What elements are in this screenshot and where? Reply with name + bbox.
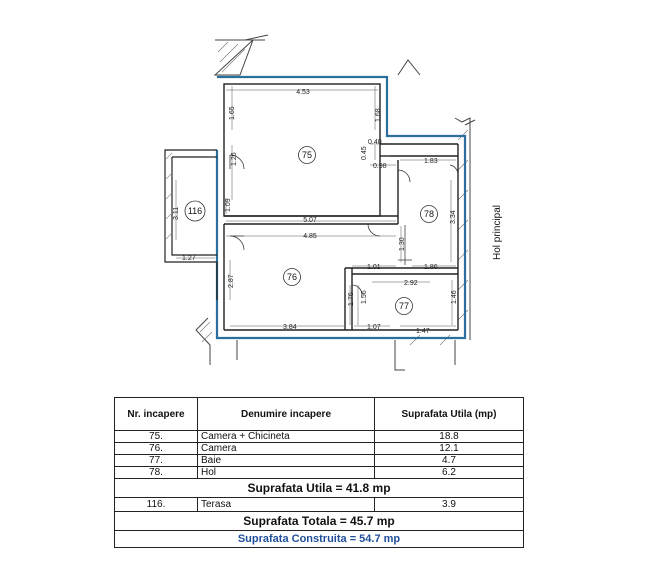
- cell-name: Camera: [198, 443, 375, 455]
- dim-186: 1.86: [424, 264, 438, 271]
- room-77-label: [396, 298, 413, 315]
- dim-292: 2.92: [404, 280, 418, 287]
- interior-walls: [224, 84, 458, 330]
- cell-nr: 75.: [115, 431, 198, 443]
- dim-130: 1.30: [399, 237, 406, 251]
- cell-name: Camera + Chicineta: [198, 431, 375, 443]
- dim-384: 3.84: [283, 324, 297, 331]
- cell-nr: 77.: [115, 455, 198, 467]
- cell-area: 4.7: [375, 455, 524, 467]
- room-labels: [185, 147, 438, 315]
- dim-165: 1.65: [229, 106, 236, 120]
- suprafata-totala-total: Suprafata Totala = 45.7 mp: [115, 512, 524, 531]
- table-row: [115, 467, 524, 479]
- dim-040: 0.40: [368, 139, 382, 146]
- header-nr: Nr. incapere: [115, 398, 198, 431]
- dim-453: 4.53: [296, 89, 310, 96]
- room-116-label: [185, 201, 205, 221]
- cell-name: Terasa: [198, 498, 375, 512]
- dim-183: 1.83: [424, 158, 438, 165]
- cell-area: 3.9: [375, 498, 524, 512]
- svg-text:116: 116: [187, 206, 203, 216]
- cell-area: 12.1: [375, 443, 524, 455]
- dim-168: 1.68: [375, 108, 382, 122]
- dim-098: 0.98: [373, 163, 387, 170]
- svg-text:76: 76: [286, 272, 298, 282]
- terrace-hatching: [165, 153, 172, 240]
- dim-156: 1.56: [361, 290, 368, 304]
- cell-nr: 116.: [115, 498, 198, 512]
- cell-area: 6.2: [375, 467, 524, 479]
- dimension-values: [173, 89, 458, 335]
- table-row: [115, 443, 524, 455]
- cell-nr: 76.: [115, 443, 198, 455]
- room-75-label: [299, 147, 316, 164]
- header-area: Suprafata Utila (mp): [375, 398, 524, 431]
- cell-nr: 78.: [115, 467, 198, 479]
- dim-146: 1.46: [451, 290, 458, 304]
- dim-147: 1.47: [416, 328, 430, 335]
- hol-principal-label: Hol principal: [492, 204, 503, 260]
- dim-045: 0.45: [361, 146, 368, 160]
- terrace-outline: [165, 150, 217, 300]
- dim-127: 1.27: [182, 255, 196, 262]
- suprafata-utila-row: [115, 479, 524, 498]
- suprafata-construita-total: Suprafata Construita = 54.7 mp: [115, 531, 524, 548]
- cell-area: 18.8: [375, 431, 524, 443]
- dim-287: 2.87: [228, 274, 235, 288]
- svg-text:75: 75: [301, 150, 313, 160]
- suprafata-construita-row: [115, 531, 524, 548]
- room-76-label: [284, 269, 301, 286]
- svg-text:78: 78: [423, 209, 435, 219]
- dim-107: 1.07: [367, 324, 381, 331]
- table-row: [115, 455, 524, 467]
- dim-334: 3.34: [450, 210, 457, 224]
- suprafata-utila-total: Suprafata Utila = 41.8 mp: [115, 479, 524, 498]
- svg-text:77: 77: [398, 301, 410, 311]
- suprafata-totala-row: [115, 512, 524, 531]
- table-row: [115, 498, 524, 512]
- cell-name: Baie: [198, 455, 375, 467]
- building-walls: [196, 35, 475, 370]
- dim-176: 1.76: [348, 292, 355, 306]
- table-row: [115, 431, 524, 443]
- dim-126: 1.26: [231, 152, 238, 166]
- dim-507: 5.07: [303, 217, 317, 224]
- dim-311: 3.11: [173, 206, 180, 220]
- dim-101: 1.01: [367, 264, 381, 271]
- wall-hatching: [200, 42, 468, 345]
- header-name: Denumire incapere: [198, 398, 375, 431]
- dim-485: 4.85: [303, 233, 317, 240]
- cell-name: Hol: [198, 467, 375, 479]
- room-78-label: [421, 206, 438, 223]
- table-header-row: [115, 398, 524, 431]
- area-table: [114, 397, 524, 548]
- dim-109: 1.09: [225, 198, 232, 212]
